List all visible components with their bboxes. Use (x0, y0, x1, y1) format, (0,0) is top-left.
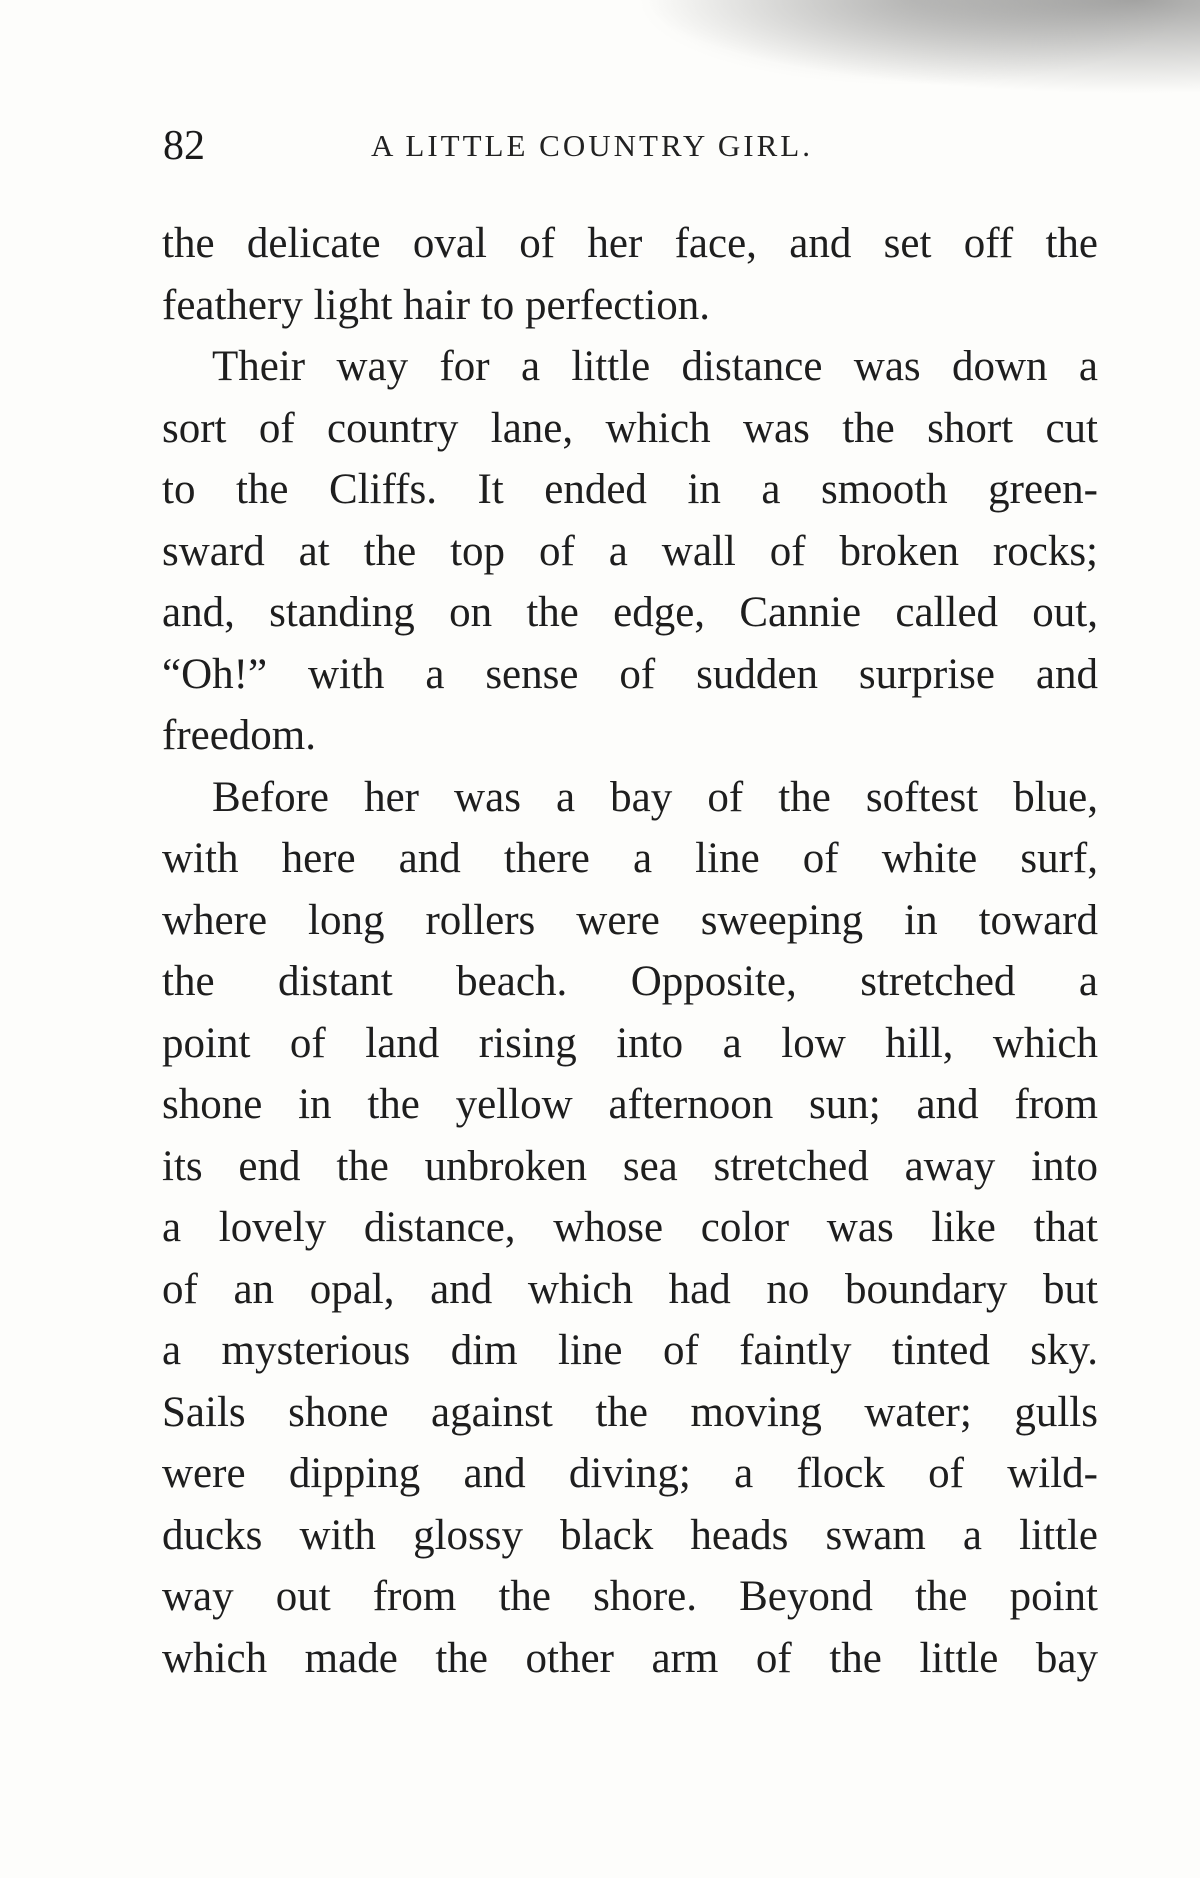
body-text (162, 213, 1098, 1689)
text-line: a mysterious dim line of faintly tinted sky. (162, 1327, 1098, 1374)
text-line: freedom. (162, 712, 317, 759)
text-line: its end the unbroken sea stretched away into (162, 1142, 1098, 1190)
text-line: ducks with glossy black heads swam a little (162, 1511, 1098, 1559)
page-edge-speckle (560, 0, 1200, 110)
text-line: where long rollers were sweeping in toward (162, 896, 1098, 944)
text-line: were dipping and diving; a flock of wild- (162, 1450, 1098, 1497)
text-line: a lovely distance, whose color was like that (162, 1204, 1098, 1251)
text-line: point of land rising into a low hill, which (162, 1019, 1098, 1067)
page-header (163, 118, 1083, 174)
running-title: A LITTLE COUNTRY GIRL. (371, 128, 813, 163)
text-line: to the Cliffs. It ended in a smooth green- (162, 466, 1098, 513)
text-line: which made the other arm of the little bay (162, 1634, 1098, 1682)
text-line: Before her was a bay of the softest blue, (212, 773, 1098, 821)
text-line: feathery light hair to perfection. (162, 281, 711, 329)
text-line: sort of country lane, which was the short cut (162, 404, 1098, 452)
text-line: Sails shone against the moving water; gulls (162, 1388, 1098, 1436)
text-line: of an opal, and which had no boundary but (162, 1265, 1098, 1313)
text-line: the distant beach. Opposite, stretched a (162, 958, 1098, 1005)
text-line: Their way for a little distance was down a (212, 343, 1098, 390)
text-line: shone in the yellow afternoon sun; and from (162, 1081, 1098, 1128)
text-line: and, standing on the edge, Cannie called out, (162, 589, 1098, 636)
text-line: sward at the top of a wall of broken rocks; (162, 527, 1098, 575)
page-number: 82 (163, 123, 205, 169)
text-line: with here and there a line of white surf, (162, 835, 1098, 882)
text-line: way out from the shore. Beyond the point (162, 1573, 1098, 1620)
text-line: “Oh!” with a sense of sudden surprise and (162, 650, 1098, 698)
text-line: the delicate oval of her face, and set off the (162, 220, 1098, 267)
